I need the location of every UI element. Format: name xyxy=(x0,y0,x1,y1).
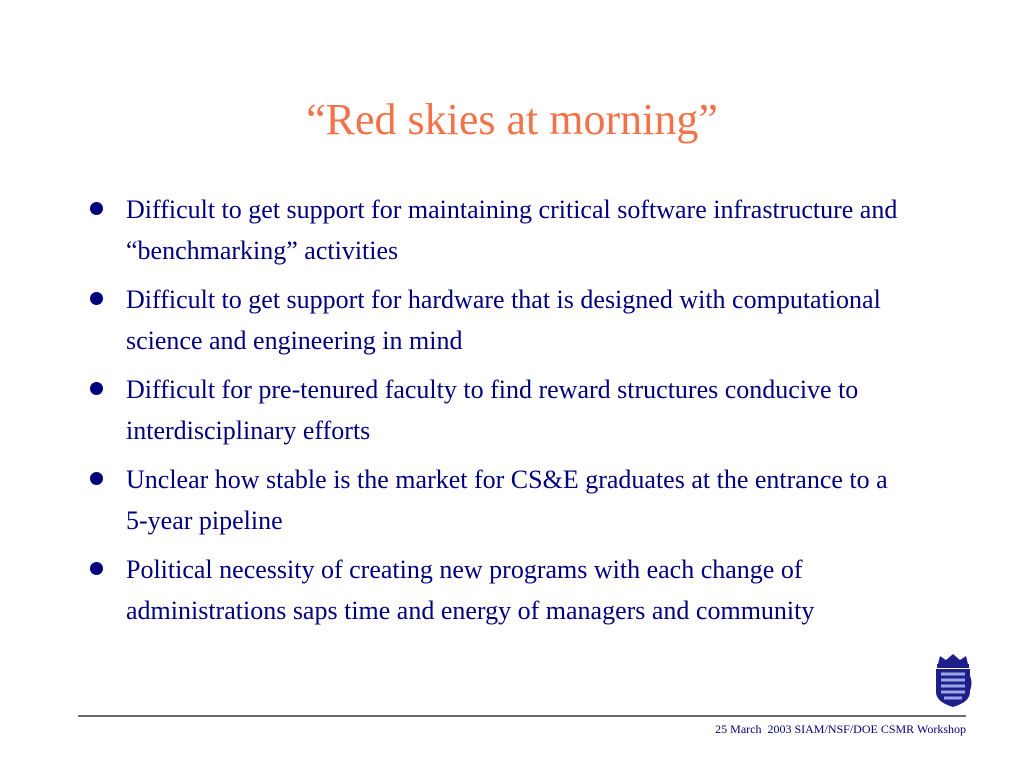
crest-logo-icon xyxy=(930,652,976,708)
bullet-item xyxy=(88,189,908,271)
bullet-point-icon xyxy=(90,382,103,395)
slide-title: “Red skies at morning” xyxy=(306,95,718,144)
bullet-text: Political necessity of creating new programs with each change of administrations saps time and energy of managers and community xyxy=(126,555,815,625)
bullet-text: Unclear how stable is the market for CS&E graduates at the entrance to a 5-year pipeline xyxy=(126,465,888,535)
bullet-text: Difficult for pre-tenured faculty to find reward structures conducive to interdisciplinary efforts xyxy=(126,375,859,445)
bullet-item xyxy=(88,549,908,631)
bullet-point-icon xyxy=(90,292,103,305)
footer-text: 25 March 2003 SIAM/NSF/DOE CSMR Workshop xyxy=(715,722,966,736)
bullet-point-icon xyxy=(90,202,103,215)
bullet-text: Difficult to get support for maintaining critical software infrastructure and “benchmarking” activities xyxy=(126,195,898,265)
bullet-text: Difficult to get support for hardware that is designed with computational science and engineering in mind xyxy=(126,285,881,355)
bullet-point-icon xyxy=(90,472,103,485)
bullet-item xyxy=(88,459,908,541)
footer-divider xyxy=(78,715,966,717)
bullet-point-icon xyxy=(90,562,103,575)
bullet-item xyxy=(88,279,908,361)
bullet-list xyxy=(88,189,908,639)
bullet-item xyxy=(88,369,908,451)
